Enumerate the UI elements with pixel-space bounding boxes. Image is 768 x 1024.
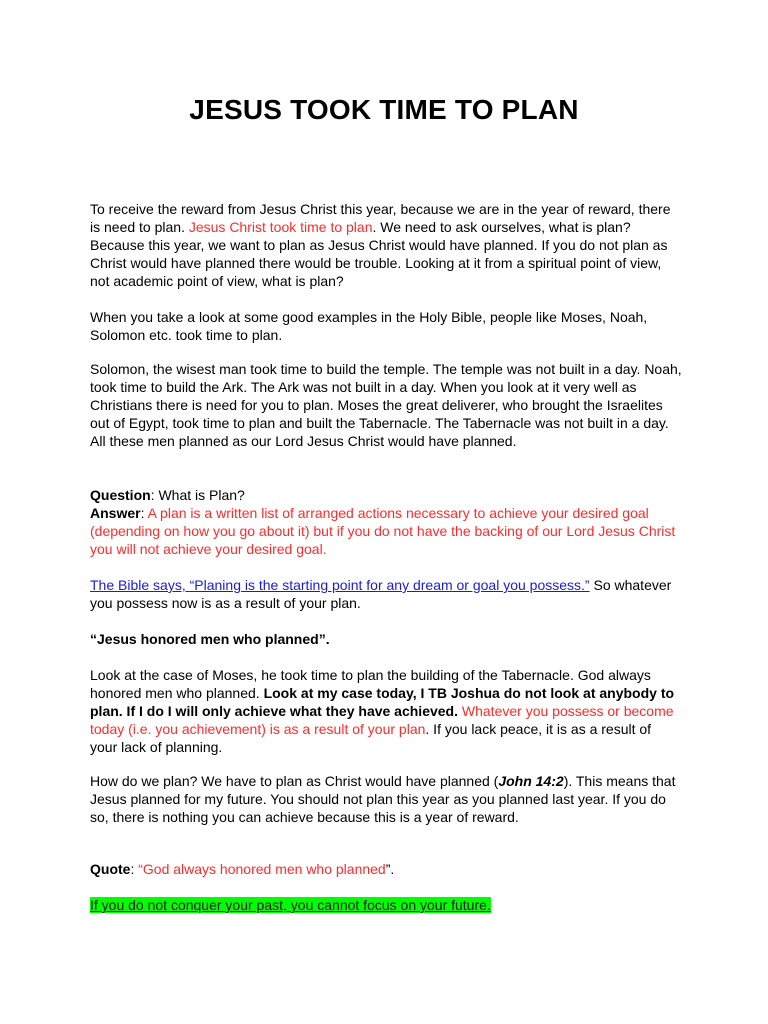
how-text-end: ). This means that Jesus planned for my future. You should not plan this year as you planned last year. If you do so, there is nothing you can achieve because this is a year of reward. <box>90 773 676 825</box>
quote-label: Quote <box>90 861 131 877</box>
intro-paragraph <box>90 200 682 290</box>
question-label: Question <box>90 487 151 503</box>
how-text-start: How do we plan? We have to plan as Christ would have planned ( <box>90 773 499 789</box>
how-to-plan-paragraph <box>90 772 682 826</box>
bible-says-prefix: The Bible says, <box>90 577 190 593</box>
section-heading <box>90 630 682 648</box>
quote-text: “God always honored men who planned <box>138 861 386 877</box>
quote-end: ”. <box>385 861 395 877</box>
bible-says-suffix: So whatever you possess now is as a result of your plan. <box>90 577 672 611</box>
question-answer-block <box>90 486 682 558</box>
intro-text-start: To receive the reward from Jesus Christ this year, because we are in the year of reward, there is need to plan. <box>90 201 671 235</box>
quote-colon: : <box>130 861 139 877</box>
answer-colon: : <box>140 505 148 521</box>
section-heading-text: “Jesus honored men who planned”. <box>90 631 330 647</box>
moses-bold-text: Look at my case today, I TB Joshua do not look at anybody to plan. If I do I will only achieve what they have achieved. <box>90 685 675 719</box>
quote-paragraph <box>90 860 682 878</box>
examples-paragraph: When you take a look at some good examples in the Holy Bible, people like Moses, Noah, Solomon etc. took time to plan. <box>90 309 648 343</box>
moses-text-end: . If you lack peace, it is as a result of your lack of planning. <box>90 721 652 755</box>
intro-text-end: . We need to ask ourselves, what is plan? Because this year, we want to plan as Jesus Christ would have planned. If you do not plan as Christ would have planned there would be trouble. Looking at it from a spiritual point of view, not academic point of view, what is plan? <box>90 219 668 289</box>
page-title: JESUS TOOK TIME TO PLAN <box>189 94 579 125</box>
moses-paragraph <box>90 666 682 756</box>
moses-text-start: Look at the case of Moses, he took time to plan the building of the Tabernacle. God always honored men who planned. <box>90 667 651 701</box>
highlighted-sentence: If you do not conquer your past, you cannot focus on your future. <box>90 897 491 913</box>
answer-label: Answer <box>90 505 141 521</box>
question-text: : What is Plan? <box>150 487 245 503</box>
answer-text: A plan is a written list of arranged actions necessary to achieve your desired goal (depending on how you go about it) but if you do not have the backing of our Lord Jesus Christ you will not achieve your desired goal. <box>90 505 676 557</box>
moses-red-text: Whatever you possess or become today (i.e. you achievement) is as a result of your plan <box>90 703 674 737</box>
bible-quote: “Planing is the starting point for any dream or goal you possess.” <box>189 577 590 593</box>
scripture-reference: John 14:2 <box>498 773 564 789</box>
intro-red-phrase: Jesus Christ took time to plan <box>188 219 373 235</box>
solomon-paragraph: Solomon, the wisest man took time to build the temple. The temple was not built in a day. Noah, took time to build the Ark. The Ark was not built in a day. When you look at it very well as Christians there is need for you to plan. Moses the great deliverer, who brought the Israelites out of Egypt, took time to plan and built the Tabernacle. The Tabernacle was not built in a day. All these men planned as our Lord Jesus Christ would have planned. <box>90 361 682 449</box>
bible-says-paragraph <box>90 576 682 612</box>
highlight-paragraph <box>90 896 682 914</box>
